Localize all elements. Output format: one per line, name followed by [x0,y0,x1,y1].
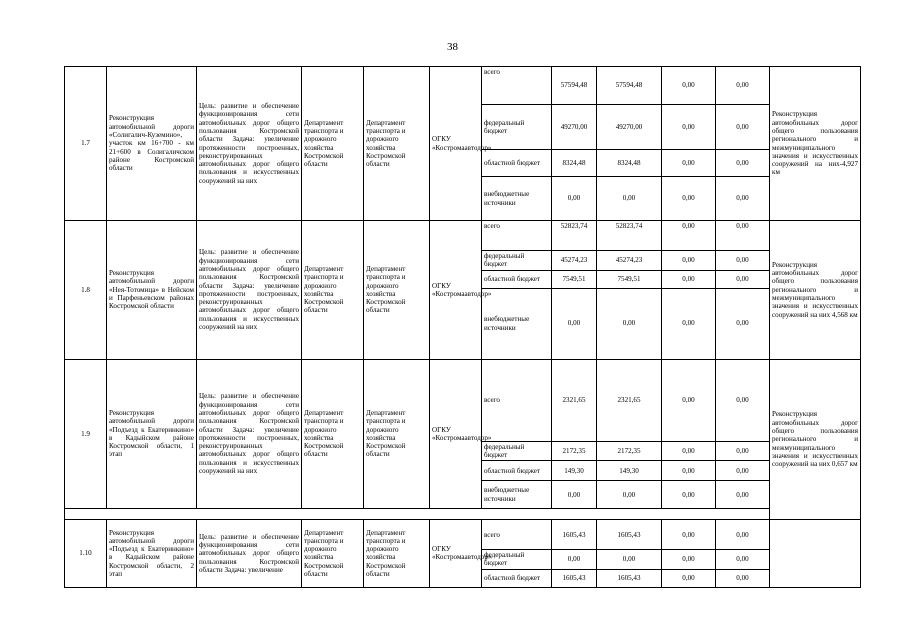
amount-year-2: 0,00 [662,359,716,441]
amount-year-3: 0,00 [716,288,770,359]
executor: Департамент транспорта и дорожного хозяйства Костромской области [364,520,430,588]
amount-year-1: 2321,65 [597,359,662,441]
amount-total: 0,00 [552,288,597,359]
amount-year-3: 0,00 [716,221,770,251]
organization: ОГКУ «Костромаавтодор» [430,359,482,509]
amount-year-3: 0,00 [716,177,770,221]
amount-total: 57594,48 [552,67,597,105]
funding-source: федеральный бюджет [482,550,552,570]
amount-year-2: 0,00 [662,550,716,570]
amount-total: 149,30 [552,461,597,481]
amount-year-1: 57594,48 [597,67,662,105]
amount-year-2: 0,00 [662,481,716,509]
amount-year-3: 0,00 [716,67,770,105]
amount-year-1: 0,00 [597,481,662,509]
amount-total: 0,00 [552,177,597,221]
amount-total: 52823,74 [552,221,597,251]
customer: Департамент транспорта и дорожного хозяйства Костромской области [302,221,364,360]
amount-total: 49270,00 [552,105,597,150]
executor: Департамент транспорта и дорожного хозяйства Костромской области [364,67,430,221]
funding-source: всего [482,67,552,105]
organization: ОГКУ «Костромаавтодор» [430,520,482,588]
row-number: 1.7 [65,67,107,221]
amount-year-3: 0,00 [716,251,770,271]
executor: Департамент транспорта и дорожного хозяйства Костромской области [364,221,430,360]
amount-year-1: 1605,43 [597,569,662,587]
amount-total: 0,00 [552,481,597,509]
amount-year-2: 0,00 [662,270,716,288]
funding-source: областной бюджет [482,270,552,288]
amount-year-2: 0,00 [662,520,716,550]
gap-cell [65,509,770,520]
measure-name: Реконструкция автомобильной дороги «Подъезд к Екатеринкино» в Кадыйском районе Костромской области, 1 этап [107,359,197,509]
amount-year-3: 0,00 [716,481,770,509]
amount-year-2: 0,00 [662,177,716,221]
amount-year-3: 0,00 [716,105,770,150]
funding-source: внебюджетные источники [482,481,552,509]
goal-task: Цель: развитие и обеспечение функционирования сети автомобильных дорог общего пользования Костромской области Задача: увеличение протяженности построенных, реконструированных автомобильных дорог общего пользования и искусственных сооружений на них [197,359,302,509]
amount-total: 45274,23 [552,251,597,271]
amount-year-1: 52823,74 [597,221,662,251]
row-number: 1.9 [65,359,107,509]
executor: Департамент транспорта и дорожного хозяйства Костромской области [364,359,430,509]
table-row [65,520,861,550]
row-number: 1.8 [65,221,107,360]
amount-total: 1605,43 [552,569,597,587]
amount-total: 2321,65 [552,359,597,441]
customer: Департамент транспорта и дорожного хозяйства Костромской области [302,359,364,509]
amount-year-3: 0,00 [716,150,770,177]
amount-year-2: 0,00 [662,67,716,105]
amount-year-1: 0,00 [597,550,662,570]
funding-source: всего [482,359,552,441]
amount-year-1: 7549,51 [597,270,662,288]
amount-total: 1605,43 [552,520,597,550]
funding-source: федеральный бюджет [482,441,552,461]
amount-year-1: 8324,48 [597,150,662,177]
row-number: 1.10 [65,520,107,588]
program-measures-table [64,66,861,588]
customer: Департамент транспорта и дорожного хозяйства Костромской области [302,67,364,221]
expected-result: Реконструкция автомобильных дорог общего пользования регионального и межмуниципального значения и искусственных сооружений на них-4,927 км [770,67,861,221]
expected-result-empty [770,520,861,588]
funding-source: внебюджетные источники [482,288,552,359]
expected-result: Реконструкция автомобильных дорог общего пользования регионального и межмуниципального значения и искусственных сооружений на них 0,657 км [770,359,861,520]
amount-year-1: 2172,35 [597,441,662,461]
amount-total: 7549,51 [552,270,597,288]
amount-year-3: 0,00 [716,270,770,288]
expected-result: Реконструкция автомобильных дорог общего пользования регионального и межмуниципального значения и искусственных сооружений на них 4,568 км [770,221,861,360]
measure-name: Реконструкция автомобильной дороги «Солигалич-Куземино», участок км 16+700 - км 21+600 в Солигаличском районе Костромской области [107,67,197,221]
amount-year-3: 0,00 [716,461,770,481]
table-row [65,67,861,105]
goal-task: Цель: развитие и обеспечение функционирования сети автомобильных дорог общего пользования Костромской области Задача: увеличение протяженности построенных, реконструированных автомобильных дорог общего пользования и искусственных сооружений на них [197,221,302,360]
table-row [65,221,861,251]
organization: ОГКУ «Костромаавтодор» [430,221,482,360]
organization: ОГКУ «Костромаавтодор» [430,67,482,221]
amount-year-3: 0,00 [716,520,770,550]
amount-year-3: 0,00 [716,441,770,461]
table-gap-row [65,509,861,520]
goal-task: Цель: развитие и обеспечение функционирования сети автомобильных дорог общего пользования Костромской области Задача: увеличение протяженности построенных, реконструированных автомобильных дорог общего пользования и искусственных сооружений на них [197,67,302,221]
amount-total: 8324,48 [552,150,597,177]
funding-source: федеральный бюджет [482,251,552,271]
amount-year-2: 0,00 [662,569,716,587]
funding-source: областной бюджет [482,461,552,481]
amount-year-3: 0,00 [716,569,770,587]
amount-year-2: 0,00 [662,221,716,251]
funding-source: всего [482,221,552,251]
table-row [65,359,861,441]
amount-year-1: 149,30 [597,461,662,481]
amount-year-2: 0,00 [662,441,716,461]
amount-year-3: 0,00 [716,550,770,570]
measure-name: Реконструкция автомобильной дороги «Подъезд к Екатеринкино» в Кадыйском районе Костромской области, 2 этап [107,520,197,588]
amount-year-1: 49270,00 [597,105,662,150]
customer: Департамент транспорта и дорожного хозяйства Костромской области [302,520,364,588]
amount-year-1: 0,00 [597,177,662,221]
amount-year-1: 45274,23 [597,251,662,271]
amount-total: 2172,35 [552,441,597,461]
amount-year-3: 0,00 [716,359,770,441]
page-number: 38 [447,41,458,53]
amount-year-1: 1605,43 [597,520,662,550]
funding-source: областной бюджет [482,569,552,587]
measure-name: Реконструкция автомобильной дороги «Нея-Тотомица» в Нейском и Парфеньевском районах Костромской области [107,221,197,360]
amount-year-1: 0,00 [597,288,662,359]
amount-year-2: 0,00 [662,105,716,150]
goal-task: Цель: развитие и обеспечение функционирования сети автомобильных дорог общего пользования Костромской области Задача: увеличение [197,520,302,588]
funding-source: областной бюджет [482,150,552,177]
amount-year-2: 0,00 [662,150,716,177]
amount-total: 0,00 [552,550,597,570]
funding-source: федеральный бюджет [482,105,552,150]
amount-year-2: 0,00 [662,251,716,271]
funding-source: внебюджетные источники [482,177,552,221]
amount-year-2: 0,00 [662,288,716,359]
amount-year-2: 0,00 [662,461,716,481]
funding-source: всего [482,520,552,550]
